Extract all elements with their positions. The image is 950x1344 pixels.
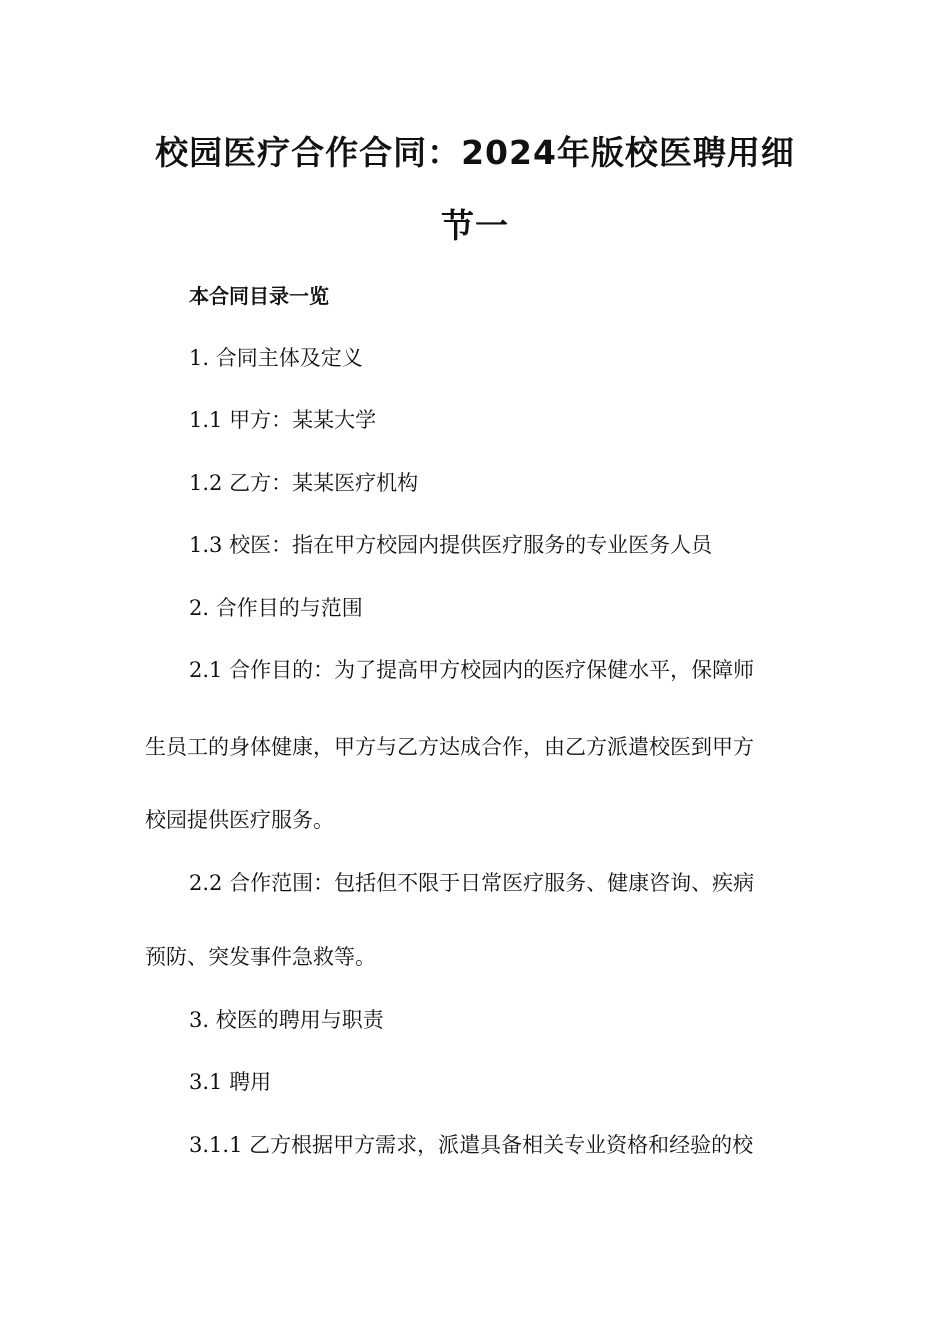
- section-1-heading: 1. 合同主体及定义: [189, 346, 363, 370]
- clause-1-1: 1.1 甲方：某某大学: [189, 408, 377, 432]
- clause-1-3: 1.3 校医：指在甲方校园内提供医疗服务的专业医务人员: [189, 533, 713, 557]
- document-title-line-1: 校园医疗合作合同：2024年版校医聘用细: [155, 133, 795, 172]
- clause-2-1-line-1: 2.1 合作目的：为了提高甲方校园内的医疗保健水平，保障师: [189, 658, 755, 682]
- clause-1-2: 1.2 乙方：某某医疗机构: [189, 471, 419, 495]
- toc-heading: 本合同目录一览: [189, 284, 329, 308]
- clause-2-1-line-3: 校园提供医疗服务。: [145, 808, 334, 832]
- clause-2-2-line-1: 2.2 合作范围：包括但不限于日常医疗服务、健康咨询、疾病: [189, 871, 755, 895]
- clause-3-1: 3.1 聘用: [189, 1070, 272, 1094]
- document-title-line-2: 节一: [441, 206, 509, 245]
- clause-3-1-1-line-1: 3.1.1 乙方根据甲方需求，派遣具备相关专业资格和经验的校: [189, 1133, 754, 1157]
- section-2-heading: 2. 合作目的与范围: [189, 596, 363, 620]
- clause-2-1-line-2: 生员工的身体健康，甲方与乙方达成合作，由乙方派遣校医到甲方: [145, 735, 754, 759]
- section-3-heading: 3. 校医的聘用与职责: [189, 1008, 384, 1032]
- clause-2-2-line-2: 预防、突发事件急救等。: [145, 945, 376, 969]
